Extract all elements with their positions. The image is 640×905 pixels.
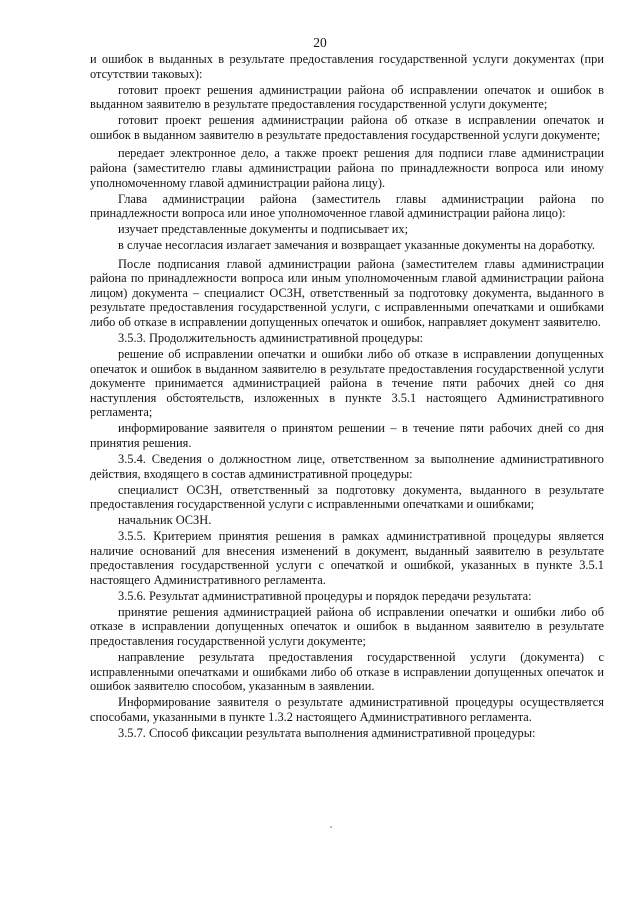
paragraph-19: Информирование заявителя о результате административной процедуры осуществляется способами, указанными в пункте 1.3.2 настоящего Административного регламента. <box>90 695 604 724</box>
paragraph-12: 3.5.4. Сведения о должностном лице, ответственном за выполнение административного действия, входящего в состав административной процедуры: <box>90 451 604 481</box>
paragraph-11: информирование заявителя о принятом решении – в течение пяти рабочих дней со дня принятия решения. <box>90 421 604 450</box>
paragraph-13: специалист ОСЗН, ответственный за подготовку документа, выданного в результате предоставления государственной услуги с исправленными опечатками и ошибками; <box>90 482 604 512</box>
paragraph-17: принятие решения администрацией района об исправлении опечатки и ошибки либо об отказе в исправлении допущенных опечаток и ошибок в выданном заявителю в результате предоставления государственной услуги документе; <box>90 604 604 649</box>
paragraph-8: После подписания главой администрации района (заместителем главы администрации района по принадлежности вопроса или иным уполномоченным главой администрации района лицом) документа – специалист ОСЗН, ответственный за подготовку документа, выданного в результате предоставления государственной услуги, с исправленными опечатками и ошибками либо об отказе в исправлении допущенных опечаток и ошибок, направляет документ заявителю. <box>90 256 604 330</box>
document-body <box>90 52 604 742</box>
paragraph-1: и ошибок в выданных в результате предоставления государственной услуги документах (при отсутствии таковых): <box>90 52 604 81</box>
paragraph-6: изучает представленные документы и подписывает их; <box>118 222 409 237</box>
paragraph-10: решение об исправлении опечатки и ошибки либо об отказе в исправлении допущенных опечаток и ошибок в выданном заявителю в результате предоставления государственной услуги документе принимается администрацией района в течение пяти рабочих дней со дня наступления обстоятельств, изложенных в пункте 3.5.1 настоящего Административного регламента; <box>90 347 604 420</box>
paragraph-3: готовит проект решения администрации района об отказе в исправлении опечаток и ошибок в выданном заявителю в результате предоставления государственной услуги документе; <box>90 113 604 142</box>
paragraph-5: Глава администрации района (заместитель главы администрации района по принадлежности вопроса или иное уполномоченное главой администрации района лицо): <box>90 191 604 221</box>
paragraph-18: направление результата предоставления государственной услуги (документа) с исправленными опечатками и ошибками либо об отказе в исправлении допущенных опечаток и ошибок заявителю способом, указанным в заявлении. <box>90 650 604 694</box>
paragraph-7: в случае несогласия излагает замечания и возвращает указанные документы на доработку. <box>118 238 595 253</box>
paragraph-14: начальник ОСЗН. <box>118 513 212 528</box>
paragraph-4: передает электронное дело, а также проект решения для подписи главе администрации района (заместителю главы администрации района по принадлежности вопроса или иному уполномоченному главой администрации района лицу). <box>90 146 604 190</box>
paragraph-2: готовит проект решения администрации района об исправлении опечаток и ошибок в выданном заявителю в результате предоставления государственной услуги документе; <box>90 82 604 112</box>
paragraph-16: 3.5.6. Результат административной процедуры и порядок передачи результата: <box>118 588 532 603</box>
scan-speck <box>330 826 332 828</box>
paragraph-15: 3.5.5. Критерием принятия решения в рамках административной процедуры является наличие оснований для внесения изменений в документ, выданный заявителю в результате предоставления государственной услуги с опечаткой и ошибкой, указанных в пункте 3.5.1 настоящего Административного регламента. <box>90 529 604 587</box>
page-number: 20 <box>313 35 327 50</box>
paragraph-9: 3.5.3. Продолжительность административной процедуры: <box>118 331 424 346</box>
paragraph-20: 3.5.7. Способ фиксации результата выполнения административной процедуры: <box>118 725 536 740</box>
